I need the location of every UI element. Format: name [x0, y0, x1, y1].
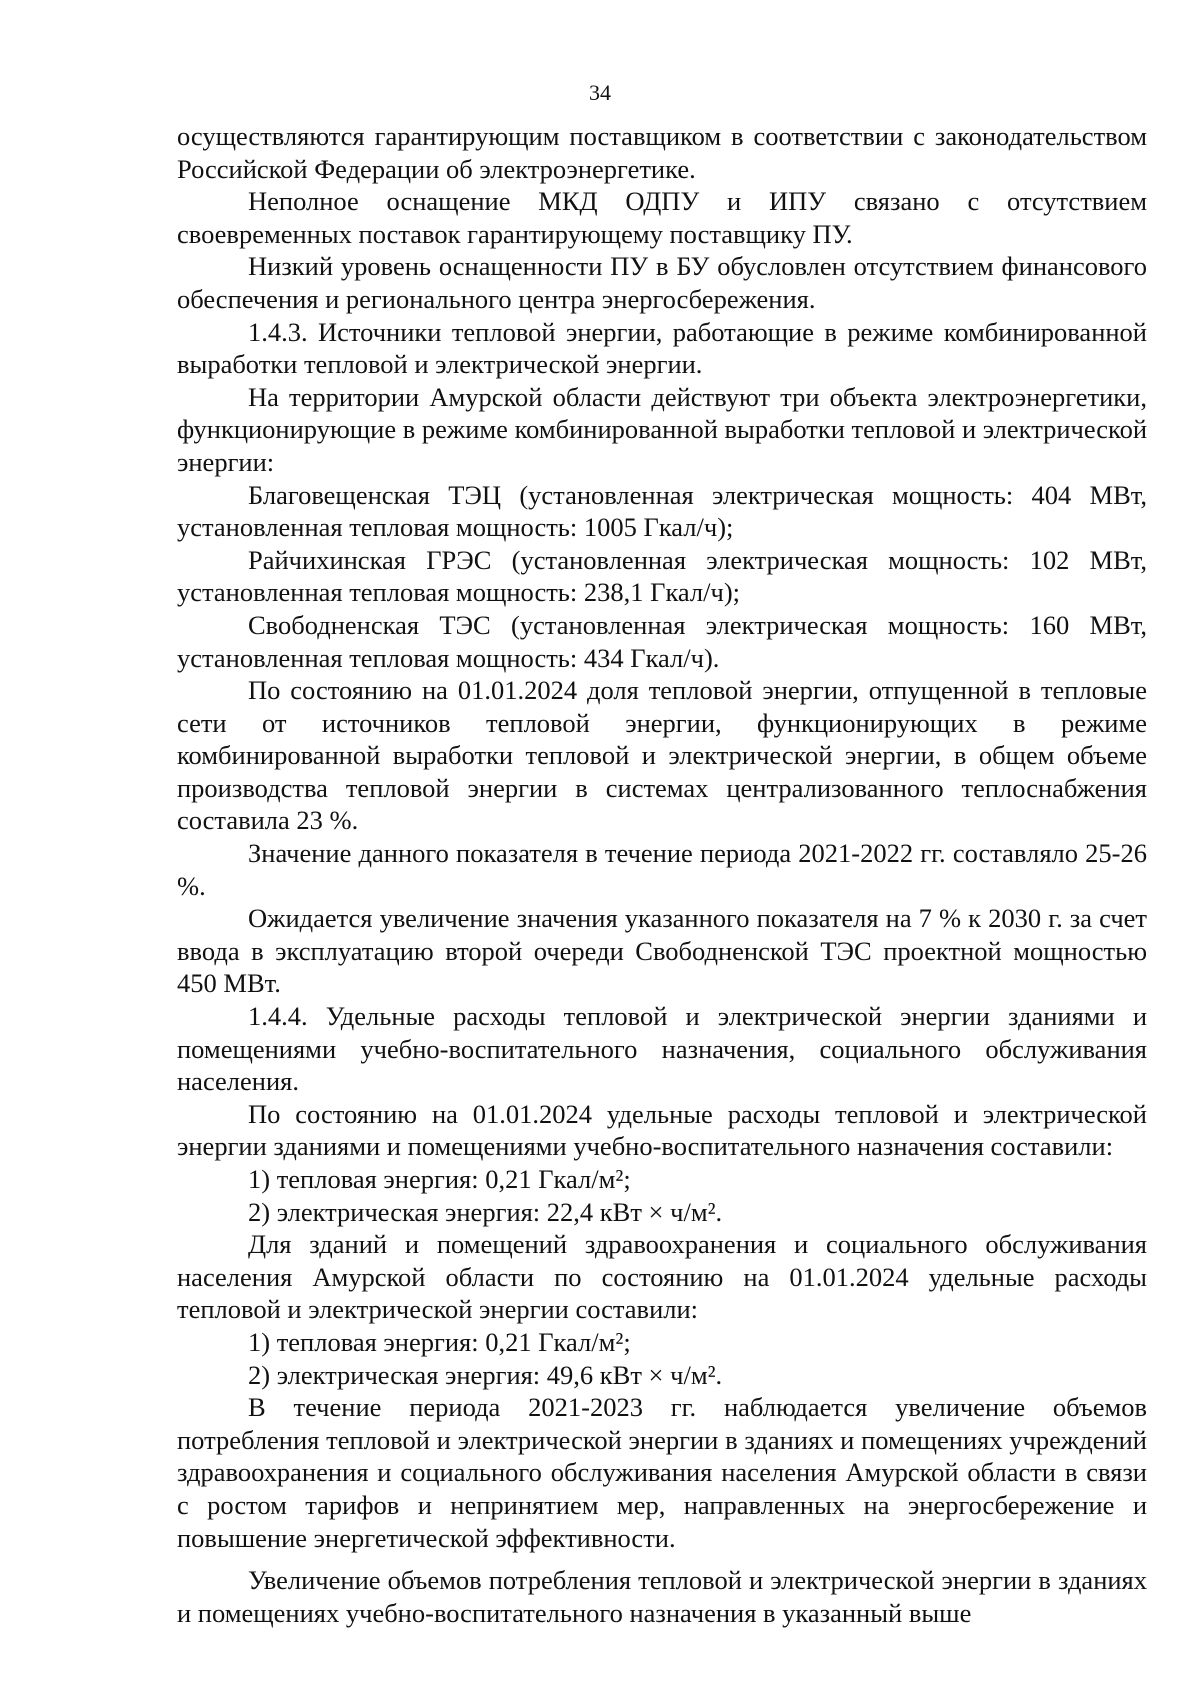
paragraph: Для зданий и помещений здравоохранения и социального обслуживания населения Амурской области по состоянию на 01.01.2024 удельные расходы тепловой и электрической энергии составили:	[177, 1229, 1147, 1325]
list-item-electric-energy: 2) электрическая энергия: 49,6 кВт × ч/м².	[248, 1359, 723, 1390]
list-item-svobodny-tes: Свободненская ТЭС (установленная электрическая мощность: 160 МВт, установленная тепловая мощность: 434 Гкал/ч).	[177, 609, 1147, 673]
list-item-raichikhinsk-gres: Райчихинская ГРЭС (установленная электрическая мощность: 102 МВт, установленная тепловая мощность: 238,1 Гкал/ч);	[177, 544, 1147, 608]
list-item-heat-energy: 1) тепловая энергия: 0,21 Гкал/м²;	[248, 1326, 631, 1357]
paragraph: По состоянию на 01.01.2024 доля тепловой энергии, отпущенной в тепловые сети от источников тепловой энергии, функционирующих в режиме комбинированной выработки тепловой и электрической энергии, в общем объеме производства тепловой энергии в системах централизованного теплоснабжения составила 23 %.	[177, 675, 1147, 836]
paragraph: В течение периода 2021-2023 гг. наблюдается увеличение объемов потребления тепловой и электрической энергии в зданиях и помещениях учреждений здравоохранения и социального обслуживания населения Амурской области в связи с ростом тарифов и непринятием мер, направленных на энергосбережение и повышение энергетической эффективности.	[177, 1392, 1147, 1553]
list-item-electric-energy: 2) электрическая энергия: 22,4 кВт × ч/м².	[248, 1196, 723, 1227]
paragraph: Низкий уровень оснащенности ПУ в БУ обусловлен отсутствием финансового обеспечения и регионального центра энергосбережения.	[177, 251, 1147, 314]
paragraph: На территории Амурской области действуют три объекта электроэнергетики, функционирующие в режиме комбинированной выработки тепловой и электрической энергии:	[177, 381, 1147, 477]
paragraph: Неполное оснащение МКД ОДПУ и ИПУ связано с отсутствием своевременных поставок гарантирующему поставщику ПУ.	[177, 186, 1147, 249]
list-item-blagoveshchensk-tec: Благовещенская ТЭЦ (установленная электрическая мощность: 404 МВт, установленная тепловая мощность: 1005 Гкал/ч);	[177, 479, 1147, 543]
section-heading-1-4-3: 1.4.3. Источники тепловой энергии, работающие в режиме комбинированной выработки тепловой и электрической энергии.	[177, 316, 1147, 380]
paragraph: Значение данного показателя в течение периода 2021-2022 гг. составляло 25-26 %.	[177, 838, 1147, 901]
paragraph-continuation: осуществляются гарантирующим поставщиком в соответствии с законодательством Российской Федерации об электроэнергетике.	[177, 121, 1147, 184]
paragraph: Ожидается увеличение значения указанного показателя на 7 % к 2030 г. за счет ввода в эксплуатацию второй очереди Свободненской ТЭС проектной мощностью 450 МВт.	[177, 903, 1147, 999]
document-body	[177, 120, 1147, 1629]
section-heading-1-4-4: 1.4.4. Удельные расходы тепловой и электрической энергии зданиями и помещениями учебно-воспитательного назначения, социального обслуживания населения.	[177, 1001, 1147, 1097]
paragraph: Увеличение объемов потребления тепловой и электрической энергии в зданиях и помещениях учебно-воспитательного назначения в указанный выше	[177, 1565, 1147, 1628]
page-number: 34	[589, 80, 611, 105]
list-item-heat-energy: 1) тепловая энергия: 0,21 Гкал/м²;	[248, 1164, 631, 1194]
paragraph: По состоянию на 01.01.2024 удельные расходы тепловой и электрической энергии зданиями и помещениями учебно-воспитательного назначения составили:	[177, 1098, 1147, 1162]
